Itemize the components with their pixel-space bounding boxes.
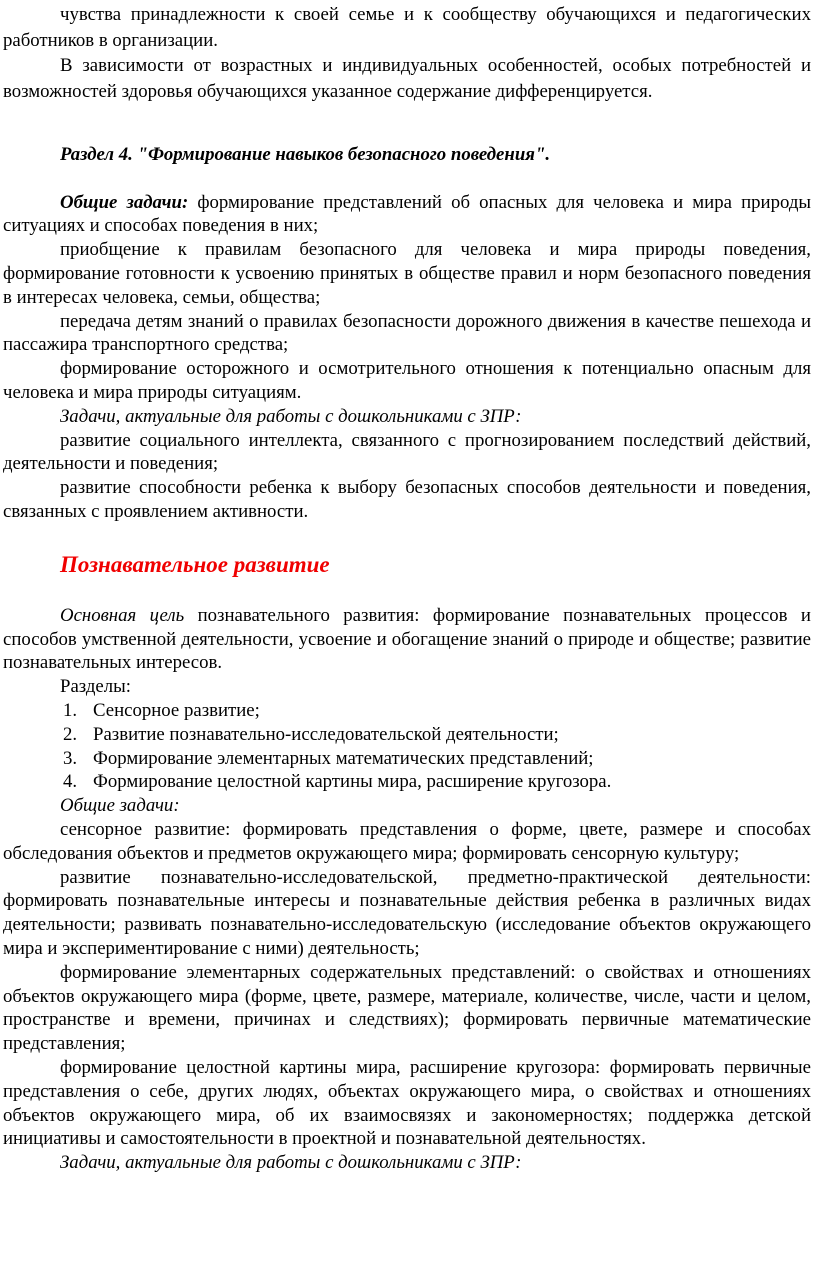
cognitive-paragraph-4: формирование целостной картины мира, расширение кругозора: формировать первичные представления о себе, других людях, объектах окружающего мира, о свойствах и отношениях объектов окружающего мира, об их взаимосвязях и закономерностях; поддержка детской инициативы и самостоятельности в проектной и познавательной деятельностях. [3, 1056, 811, 1150]
list-item [3, 747, 811, 771]
intro-paragraph-2: В зависимости от возрастных и индивидуальных особенностей, особых потребностей и возможностей здоровья обучающихся указанное содержание дифференцируется. [3, 55, 811, 103]
section-4-zpr-paragraph-2: развитие способности ребенка к выбору безопасных способов деятельности и поведения, связанных с проявлением активности. [3, 477, 811, 522]
cognitive-paragraph-1: сенсорное развитие: формировать представления о форме, цвете, размере и способах обследования объектов и предметов окружающего мира; формировать сенсорную культуру; [3, 818, 811, 864]
cognitive-paragraph-3: формирование элементарных содержательных представлений: о свойствах и отношениях объектов окружающего мира (форме, цвете, размере, материале, количестве, числе, части и целом, пространстве и времени, причинах и следствиях); формировать первичные математические представления; [3, 961, 811, 1055]
common-tasks-text: формирование представлений об опасных для человека и мира природы ситуациях и способах поведения в них; [3, 191, 811, 237]
section-4-heading: Раздел 4. "Формирование навыков безопасного поведения". [60, 143, 551, 165]
cognitive-zpr-tasks-label: Задачи, актуальные для работы с дошкольниками с ЗПР: [60, 1152, 522, 1174]
section-4-paragraph-2: приобщение к правилам безопасного для человека и мира природы поведения, формирование готовности к усвоению принятых в обществе правил и норм безопасного поведения в интересах человека, семьи, общества; [3, 239, 811, 308]
section-4-common-tasks-paragraph [3, 191, 811, 239]
list-item-number: 1. [63, 699, 78, 721]
main-goal-label: Основная цель [60, 604, 185, 626]
cognitive-goal-paragraph [3, 604, 811, 675]
list-item-number: 3. [63, 747, 78, 769]
numbered-list [3, 699, 811, 794]
list-item [3, 699, 811, 723]
common-tasks-label: Общие задачи: [60, 191, 189, 213]
cognitive-common-tasks-label: Общие задачи: [60, 795, 180, 817]
sections-list-label: Разделы: [60, 676, 131, 698]
section-4-paragraph-3: передача детям знаний о правилах безопасности дорожного движения в качестве пешехода и пассажира транспортного средства; [3, 310, 811, 356]
list-item-text: Формирование целостной картины мира, расширение кругозора. [93, 771, 612, 793]
list-item [3, 723, 811, 747]
section-4-paragraph-4: формирование осторожного и осмотрительного отношения к потенциально опасным для человека и мира природы ситуациям. [3, 358, 811, 403]
list-item-text: Развитие познавательно-исследовательской деятельности; [93, 723, 559, 745]
cognitive-development-heading: Познавательное развитие [60, 551, 330, 577]
section-4-zpr-tasks-label: Задачи, актуальные для работы с дошкольниками с ЗПР: [60, 405, 522, 427]
list-item-number: 4. [63, 771, 78, 793]
cognitive-paragraph-2: развитие познавательно-исследовательской, предметно-практической деятельности: формировать познавательные интересы и познавательные действия ребенка в различных видах деятельности; развивать познавательно-исследовательскую (исследование объектов окружающего мира и экспериментирование с ними) деятельность; [3, 866, 811, 959]
section-4-zpr-paragraph-1: развитие социального интеллекта, связанного с прогнозированием последствий действий, деятельности и поведения; [3, 429, 811, 475]
list-item-text: Формирование элементарных математических представлений; [93, 747, 594, 769]
intro-paragraph-1: чувства принадлежности к своей семье и к сообществу обучающихся и педагогических работников в организации. [3, 4, 811, 51]
list-item-text: Сенсорное развитие; [93, 699, 260, 721]
main-goal-text: познавательного развития: формирование познавательных процессов и способов умственной деятельности, усвоение и обогащение знаний о природе и обществе; развитие познавательных интересов. [3, 604, 811, 674]
list-item [3, 770, 811, 794]
list-item-number: 2. [63, 723, 78, 745]
